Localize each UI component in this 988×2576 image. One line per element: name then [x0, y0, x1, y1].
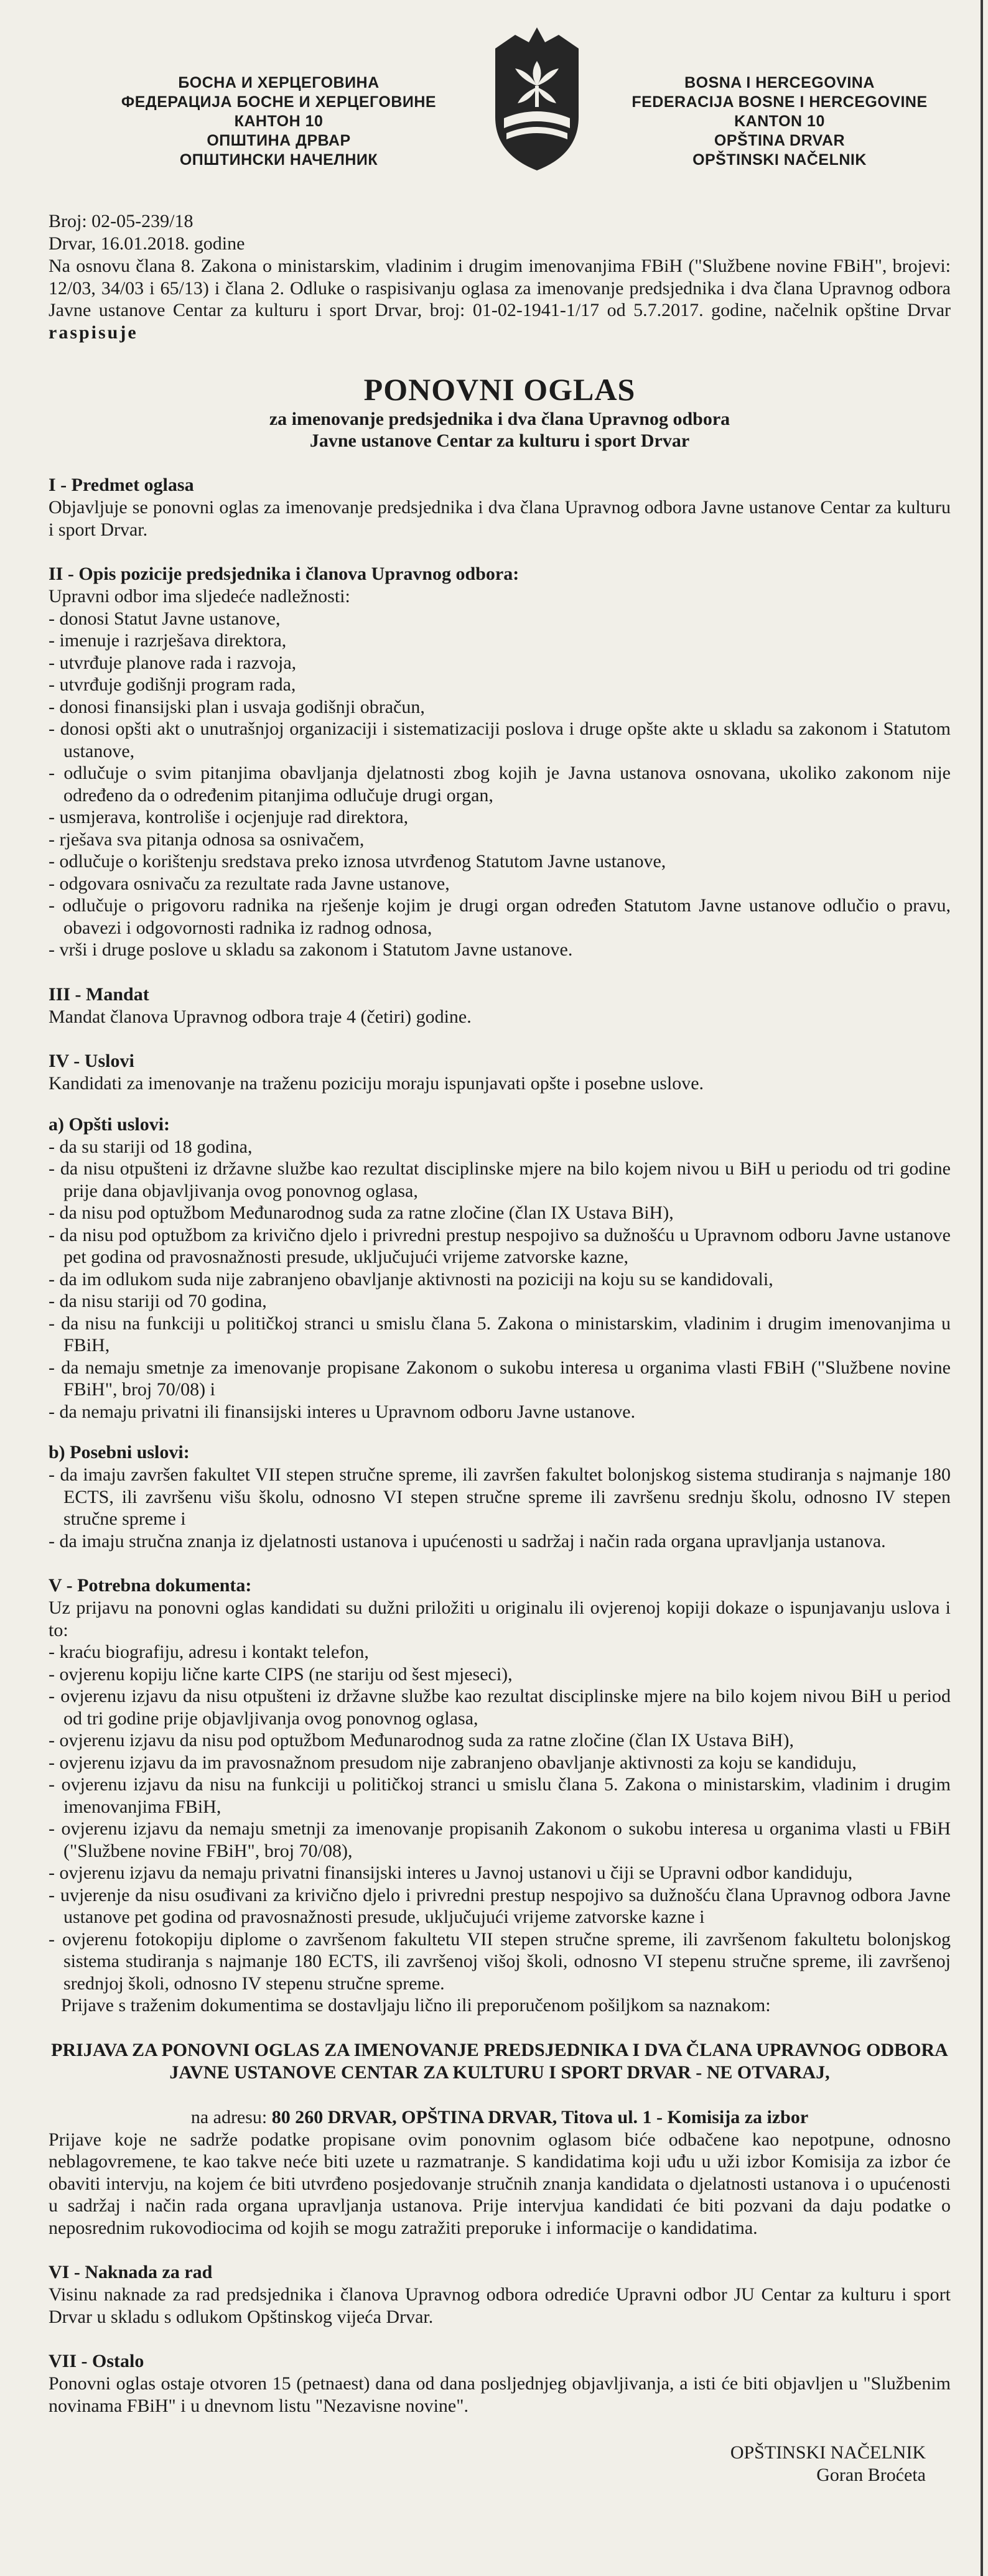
envelope-label: PRIJAVA ZA PONOVNI OGLAS ZA IMENOVANJE PREDSJEDNIKA I DVA ČLANA UPRAVNOG ODBORA JAVNE USTANOVE CENTAR ZA KULTURU I SPORT DRVAR - NE OTVARAJ,: [51, 2039, 948, 2083]
reference-number: Broj: 02-05-239/18: [49, 211, 193, 231]
section-lead: Uz prijavu na ponovni oglas kandidati su dužni priložiti u originalu ili ovjerenoj kopiji dokaze o ispunjavanju uslova i to:: [49, 1597, 951, 1640]
document-subtitle: za imenovanje predsjednika i dva člana Upravnog odbora: [269, 409, 730, 429]
section-heading: VI - Naknada za rad: [49, 2262, 213, 2282]
address-prefix: na adresu:: [190, 2106, 268, 2127]
section-text: Kandidati za imenovanje na traženu poziciju moraju ispunjavati opšte i posebne uslove.: [49, 1073, 704, 1094]
delivery-address-line: [49, 2106, 951, 2129]
signature-name: Goran Broćeta: [816, 2465, 926, 2485]
documents-list: [49, 1641, 951, 1994]
section-heading: VII - Ostalo: [49, 2351, 144, 2371]
intro-emphasis: raspisuje: [49, 322, 138, 343]
general-conditions-list: [49, 1136, 951, 1423]
list-item: - da nisu pod optužbom Međunarodnog suda za ratne zločine (član IX Ustava BiH),: [49, 1202, 674, 1223]
list-item: - utvrđuje planove rada i razvoja,: [49, 652, 297, 673]
competences-list: [49, 608, 951, 961]
list-item: - da su stariji od 18 godina,: [49, 1136, 253, 1157]
delivery-address: 80 260 DRVAR, OPŠTINA DRVAR, Titova ul. 1 - Komisija za izbor: [271, 2106, 809, 2127]
signature-role: OPŠTINSKI NAČELNIK: [730, 2442, 926, 2463]
list-item: - ovjerenu izjavu da nisu otpušteni iz državne službe kao rezultat disciplinske mjere na bilo kojem nivou BiH u period od tri godine prije objavljivanja ovog ponovnog oglasa,: [49, 1686, 951, 1729]
section-text: Objavljuje se ponovni oglas za imenovanje predsjednika i dva člana Upravnog odbora Javne ustanove Centar za kulturu i sport Drvar.: [49, 497, 951, 540]
list-item: - rješava sva pitanja odnosa sa osnivačem,: [49, 829, 365, 850]
section-text: Visinu naknade za rad predsjednika i članova Upravnog odbora odrediće Upravni odbor JU Centar za kulturu i sport Drvar u skladu s odlukom Opštinskog vijeća Drvar.: [49, 2284, 951, 2327]
list-item: - da nisu pod optužbom za krivično djelo i privredni prestup nespojivo sa dužnošću u Upravnom odboru Javne ustanove pet godina od pravosnažnosti presude, uključujući vrijeme zatvorske kazne,: [49, 1224, 951, 1267]
section-heading: I - Predmet oglasa: [49, 475, 194, 495]
list-item: - uvjerenje da nisu osuđivani za krivično djelo i privredni prestup nespojivo sa dužnošću člana Upravnog odbora Javne ustanove pet godina od pravosnažnosti presude, uključujući vrijeme zatvorske kazne i: [49, 1884, 951, 1927]
list-item: - ovjerenu izjavu da nemaju privatni finansijski interes u Javnoj ustanovi u čiji se Upravni odbor kandiduju,: [49, 1862, 853, 1883]
list-item: - da im odlukom suda nije zabranjeno obavljanje aktivnosti na poziciji na koju su se kandidovali,: [49, 1268, 773, 1290]
section-heading: II - Opis pozicije predsjednika i članova Upravnog odbora:: [49, 564, 520, 584]
list-item: - ovjerenu izjavu da nisu na funkciji u političkoj stranci u smislu člana 5. Zakona o ministarskim, vladinim i drugim imenovanjima FBiH,: [49, 1774, 951, 1817]
document-subtitle: Javne ustanove Centar za kulturu i sport Drvar: [309, 430, 690, 451]
letterhead-line: FEDERACIJA BOSNE I HERCEGOVINE: [631, 93, 928, 111]
list-item: - odlučuje o korištenju sredstava preko iznosa utvrđenog Statutom Javne ustanove,: [49, 851, 666, 872]
letterhead-latin: [605, 73, 954, 170]
list-item: - da nisu stariji od 70 godina,: [49, 1291, 267, 1311]
section-heading: V - Potrebna dokumenta:: [49, 1575, 252, 1596]
list-item: - donosi Statut Javne ustanove,: [49, 608, 281, 629]
letterhead-cyrillic: [105, 73, 453, 170]
list-item: - da imaju stručna znanja iz djelatnosti ustanova i upućenosti u sadržaj i način rada organa upravljanja ustanova.: [49, 1530, 886, 1551]
section-heading: IV - Uslovi: [49, 1051, 134, 1071]
section-lead: Upravni odbor ima sljedeće nadležnosti:: [49, 586, 350, 607]
list-item: - ovjerenu izjavu da nisu pod optužbom Međunarodnog suda za ratne zločine (član IX Ustava BiH),: [49, 1730, 794, 1751]
subsection-heading: b) Posebni uslovi:: [49, 1442, 190, 1462]
list-item: - da imaju završen fakultet VII stepen stručne spreme, ili završen fakultet bolonjskog sistema studiranja s najmanje 180 ECTS, ili završenu višu školu, odnosno VI stepen stručne spreme ili završenu srednju školu, odnosno IV stepen stručne spreme i: [49, 1464, 951, 1529]
letterhead-line: КАНТОН 10: [234, 113, 324, 130]
list-item: - utvrđuje godišnji program rada,: [49, 674, 296, 695]
letterhead-line: OPŠTINA DRVAR: [714, 132, 846, 149]
letterhead-line: OPŠTINSKI NAČELNIK: [692, 151, 867, 169]
section-text: Mandat članova Upravnog odbora traje 4 (četiri) godine.: [49, 1006, 472, 1027]
reference-place-date: Drvar, 16.01.2018. godine: [49, 233, 245, 254]
list-item: - odlučuje o prigovoru radnika na rješenje kojim je drugi organ određen Statutom Javne ustanove odlučio o pravu, obavezi i odgovornosti radnika iz radnog odnosa,: [49, 895, 951, 938]
list-item: - ovjerenu izjavu da nemaju smetnji za imenovanje propisanih Zakonom o sukobu interesa u organima vlasti u FBiH ("Službene novine FBiH", broj 70/08),: [49, 1818, 951, 1861]
document-title: PONOVNI OGLAS: [363, 372, 636, 407]
letterhead: [49, 0, 951, 187]
closing-paragraph: Prijave koje ne sadrže podatke propisane ovim ponovnim oglasom biće odbačene kao nepotpune, odnosno neblagovremene, te kao takve neće biti uzete u razmatranje. S kandidatima koji uđu u uži izbor Komisija za izbor će obaviti intervju, na kojem će biti utvrđeno posjedovanje stručnih znanja kandidata o djelatnosti ustanova i o upućenosti u sadržaj i način rada organa upravljanja ustanova. Prije intervjua kandidati će biti pozvani da daju podatke o neposrednim rukovodiocima od kojih se mogu zatražiti preporuke i informacije o kandidatima.: [49, 2129, 951, 2238]
intro-text: Na osnovu člana 8. Zakona o ministarskim, vladinim i drugim imenovanjima FBiH ("Službene novine FBiH", brojevi: 12/03, 34/03 i 65/13) i člana 2. Odluke o raspisivanju oglasa za imenovanje predsjednika i dva člana Upravnog odbora Javne ustanove Centar za kulturu i sport Drvar, broj: 01-02-1941-1/17 od 5.7.2017. godine, načelnik opštine Drvar: [49, 256, 951, 320]
letterhead-line: BOSNA I HERCEGOVINA: [684, 74, 875, 91]
list-item: - kraću biografiju, adresu i kontakt telefon,: [49, 1642, 369, 1662]
letterhead-line: KANTON 10: [734, 113, 825, 130]
list-item: - da nemaju privatni ili finansijski interes u Upravnom odboru Javne ustanove.: [49, 1401, 636, 1422]
list-item: - ovjerenu kopiju lične karte CIPS (ne stariju od šest mjeseci),: [49, 1663, 513, 1685]
letterhead-line: ОПШТИНА ДРВАР: [207, 132, 351, 149]
list-item: - vrši i druge poslove u skladu sa zakonom i Statutom Javne ustanove.: [49, 939, 573, 960]
list-item: - da nisu na funkciji u političkoj stranci u smislu člana 5. Zakona o ministarskim, vladinim i drugim imenovanjima u FBiH,: [49, 1313, 951, 1355]
section-text: Ponovni oglas ostaje otvoren 15 (petnaest) dana od dana posljednjeg objavljivanja, a isti će biti objavljen u "Službenim novinama FBiH" i u dnevnom listu "Nezavisne novine".: [49, 2373, 951, 2416]
special-conditions-list: [49, 1464, 951, 1552]
letterhead-line: ФЕДЕРАЦИЈА БОСНЕ И ХЕРЦЕГОВИНЕ: [121, 93, 437, 111]
coat-of-arms-icon: [490, 24, 584, 173]
list-item: - odgovara osnivaču za rezultate rada Javne ustanove,: [49, 873, 450, 894]
title-block: [49, 371, 951, 452]
list-item: - ovjerenu fotokopiju diplome o završenom fakultetu VII stepen stručne spreme, ili završenom fakultetu bolonjskog sistema studiranja s najmanje 180 ECTS, ili završenoj višoj školi, odnosno VI stepenu stručne spreme, ili završenoj srednjoj školi, odnosno IV stepenu stručne spreme.: [49, 1928, 951, 1994]
list-item: - ovjerenu izjavu da im pravosnažnom presudom nije zabranjeno obavljanje aktivnosti za koju se kandiduju,: [49, 1752, 857, 1773]
list-item: - da nisu otpušteni iz državne službe kao rezultat disciplinske mjere na bilo kojem nivou u BiH u periodu od tri godine prije dana objavljivanja ovog ponovnog oglasa,: [49, 1158, 951, 1201]
intro-paragraph: [49, 255, 951, 343]
list-item: - da nemaju smetnje za imenovanje propisane Zakonom o sukobu interesa u organima vlasti FBiH ("Službene novine FBiH", broj 70/08) i: [49, 1357, 951, 1400]
delivery-instructions: Prijave s traženim dokumentima se dostavljaju lično ili preporučenom pošiljkom sa naznakom:: [61, 1995, 771, 2016]
list-item: - imenuje i razrješava direktora,: [49, 630, 287, 651]
reference-block: [49, 210, 951, 255]
list-item: - odlučuje o svim pitanjima obavljanja djelatnosti zbog kojih je Javna ustanova osnovana, ukoliko zakonom nije određeno da o određenim pitanjima odlučuje drugi organ,: [49, 763, 951, 806]
list-item: - donosi finansijski plan i usvaja godišnji obračun,: [49, 696, 425, 717]
letterhead-line: ОПШТИНСКИ НАЧЕЛНИК: [179, 151, 378, 169]
signature-block: [49, 2442, 951, 2486]
subsection-heading: a) Opšti uslovi:: [49, 1114, 170, 1135]
letterhead-line: БОСНА И ХЕРЦЕГОВИНА: [178, 74, 380, 91]
list-item: - donosi opšti akt o unutrašnjoj organizaciji i sistematizaciji poslova i druge opšte akte u skladu sa zakonom i Statutom ustanove,: [49, 718, 951, 761]
section-heading: III - Mandat: [49, 983, 149, 1005]
list-item: - usmjerava, kontroliše i ocjenjuje rad direktora,: [49, 807, 409, 827]
